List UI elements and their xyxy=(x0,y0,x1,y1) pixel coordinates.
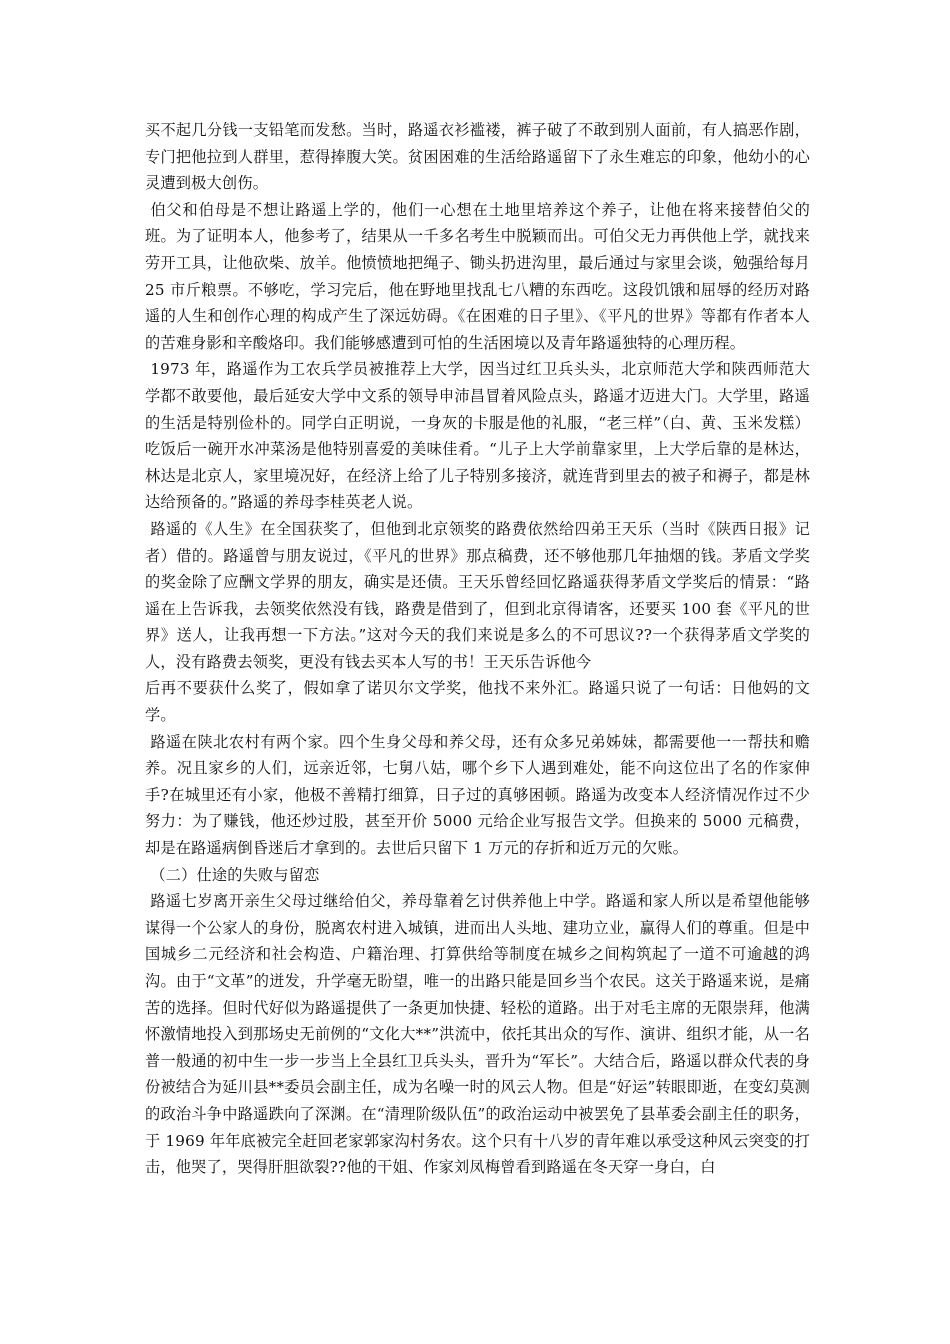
paragraph-career: 路遥七岁离开亲生父母过继给伯父，养母靠着乞讨供养他上中学。路遥和家人所以是希望他能够谋得一个公家人的身份，脱离农村进入城镇，进而出人头地、建功立业，赢得人们的尊重。但是中国城乡二元经济和社会构造、户籍治理、打算供给等制度在城乡之间构筑起了一道不可逾越的鸿沟。由于“文革”的迸发，升学毫无盼望，唯一的出路只能是回乡当个农民。这关于路遥来说，是痛苦的选择。但时代好似为路遥提供了一条更加快捷、轻松的道路。出于对毛主席的无限崇拜，他满怀激情地投入到那场史无前例的“文化大**”洪流中，依托其出众的写作、演讲、组织才能，从一名普一般通的初中生一步一步当上全县红卫兵头头，晋升为“军长”。大结合后，路遥以群众代表的身份被结合为延川县**委员会副主任，成为名噪一时的风云人物。但是“好运”转眼即逝，在变幻莫测的政治斗争中路遥跌向了深渊。在“清理阶级队伍”的政治运动中被罢免了县革委会副主任的职务，于 1969 年年底被完全赶回老家郭家沟村务农。这个只有十八岁的青年难以承受这种风云突变的打击，他哭了，哭得肝胆欲裂??他的干姐、作家刘凤梅曾看到路遥在冬天穿一身白，白 xyxy=(145,892,811,1177)
paragraph-university: 1973 年，路遥作为工农兵学员被推荐上大学，因当过红卫兵头头，北京师范大学和陕西师范大学都不敢要他，最后延安大学中文系的领导申沛昌冒着风险点头，路遥才迈进大门。大学里，路遥的生活是特别俭朴的。同学白正明说，一身灰的卡服是他的礼服，“老三样”（白、黄、玉米发糕）吃饭后一碗开水冲菜汤是他特别喜爱的美味佳肴。“儿子上大学前靠家里，上大学后靠的是林达，林达是北京人，家里境况好，在经济上给了儿子特别多接济，就连背到里去的被子和褥子，都是林达给预备的。”路遥的养母李桂英老人说。 xyxy=(145,360,810,512)
paragraph-award: 路遥的《人生》在全国获奖了，但他到北京领奖的路费依然给四弟王天乐（当时《陕西日报》记者）借的。路遥曾与朋友说过，《平凡的世界》那点稿费，还不够他那几年抽烟的钱。茅盾文学奖的奖金除了应酬文学界的朋友，确实是还债。王天乐曾经回忆路遥获得茅盾文学奖后的情景：“路遥在上告诉我，去领奖依然没有钱，路费是借到了，但到北京得请客，还要买 100 套《平凡的世界》送人，让我再想一下方法。”这对今天的我们来说是多么的不可思议??一个获得茅盾文学奖的人，没有路费去领奖，更没有钱去买本人写的书！王天乐告诉他今 xyxy=(145,519,810,671)
document-page xyxy=(145,117,810,1181)
paragraph-award-continued: 后再不要获什么奖了，假如拿了诺贝尔文学奖，他找不来外汇。路遥只说了一句话：日他妈的文学。 xyxy=(145,679,810,725)
paragraph-schooling: 伯父和伯母是不想让路遥上学的，他们一心想在土地里培养这个养子，让他在将来接替伯父的班。为了证明本人，他参考了，结果从一千多名考生中脱颖而出。可伯父无力再供他上学，就找来劳开工具，让他砍柴、放羊。他愤愤地把绳子、锄头扔进沟里，最后通过与家里会谈，勉强给每月 25 市斤粮票。不够吃，学习完后，他在野地里找乱七八糟的东西吃。这段饥饿和屈辱的经历对路遥的人生和创作心理的构成产生了深远妨碍。《在困难的日子里》、《平凡的世界》等都有作者本人的苦难身影和辛酸烙印。我们能够感遭到可怕的生活困境以及青年路遥独特的心理历程。 xyxy=(145,200,810,352)
paragraph-poverty: 买不起几分钱一支铅笔而发愁。当时，路遥衣衫褴褛，裤子破了不敢到别人面前，有人搞恶作剧，专门把他拉到人群里，惹得捧腹大笑。贫困困难的生活给路遥留下了永生难忘的印象，他幼小的心灵遭到极大创伤。 xyxy=(145,121,810,193)
paragraph-family-burden: 路遥在陕北农村有两个家。四个生身父母和养父母，还有众多兄弟姊妹，都需要他一一帮扶和赡养。况且家乡的人们，远亲近邻，七舅八姑，哪个乡下人遇到难处，能不向这位出了名的作家伸手?在城里还有小家，他极不善精打细算，日子过的真够困顿。路遥为改变本人经济情况作过不少努力：为了赚钱，他还炒过股，甚至开价 5000 元给企业写报告文学。但换来的 5000 元稿费，却是在路遥病倒昏迷后才拿到的。去世后只留下 1 万元的存折和近万元的欠账。 xyxy=(145,732,810,858)
section-heading: （二）仕途的失败与留恋 xyxy=(150,865,320,884)
